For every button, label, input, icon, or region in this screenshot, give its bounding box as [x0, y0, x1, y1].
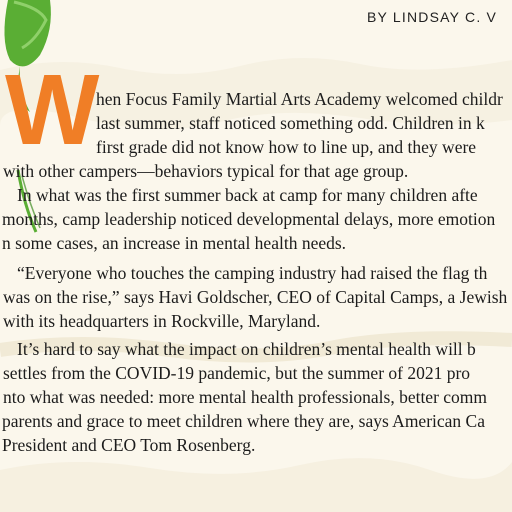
- article-line: n some cases, an increase in mental health needs.: [2, 233, 347, 253]
- article-line: last summer, staff noticed something odd. Children in k: [96, 113, 485, 133]
- article-line: first grade did not know how to line up, and they were: [96, 137, 477, 157]
- byline: BY LINDSAY C. V: [367, 9, 498, 25]
- article-line: parents and grace to meet children where they are, says American Ca: [2, 411, 485, 431]
- article-line: with other campers—behaviors typical for that age group.: [3, 161, 409, 181]
- article-line: was on the rise,” says Havi Goldscher, CEO of Capital Camps, a Jewish: [3, 287, 508, 307]
- article-line: months, camp leadership noticed developmental delays, more emotion: [2, 209, 496, 229]
- article-line: with its headquarters in Rockville, Maryland.: [3, 311, 321, 331]
- article-line: In what was the first summer back at camp for many children afte: [17, 185, 478, 205]
- article-line: President and CEO Tom Rosenberg.: [2, 435, 256, 455]
- article-line: nto what was needed: more mental health professionals, better comm: [3, 387, 488, 407]
- article-line: It’s hard to say what the impact on children’s mental health will b: [17, 339, 476, 359]
- article-line: “Everyone who touches the camping industry had raised the flag th: [17, 263, 488, 283]
- article-line: hen Focus Family Martial Arts Academy welcomed childr: [96, 89, 503, 109]
- drop-cap: W: [5, 54, 100, 166]
- article-line: settles from the COVID-19 pandemic, but the summer of 2021 pro: [3, 363, 471, 383]
